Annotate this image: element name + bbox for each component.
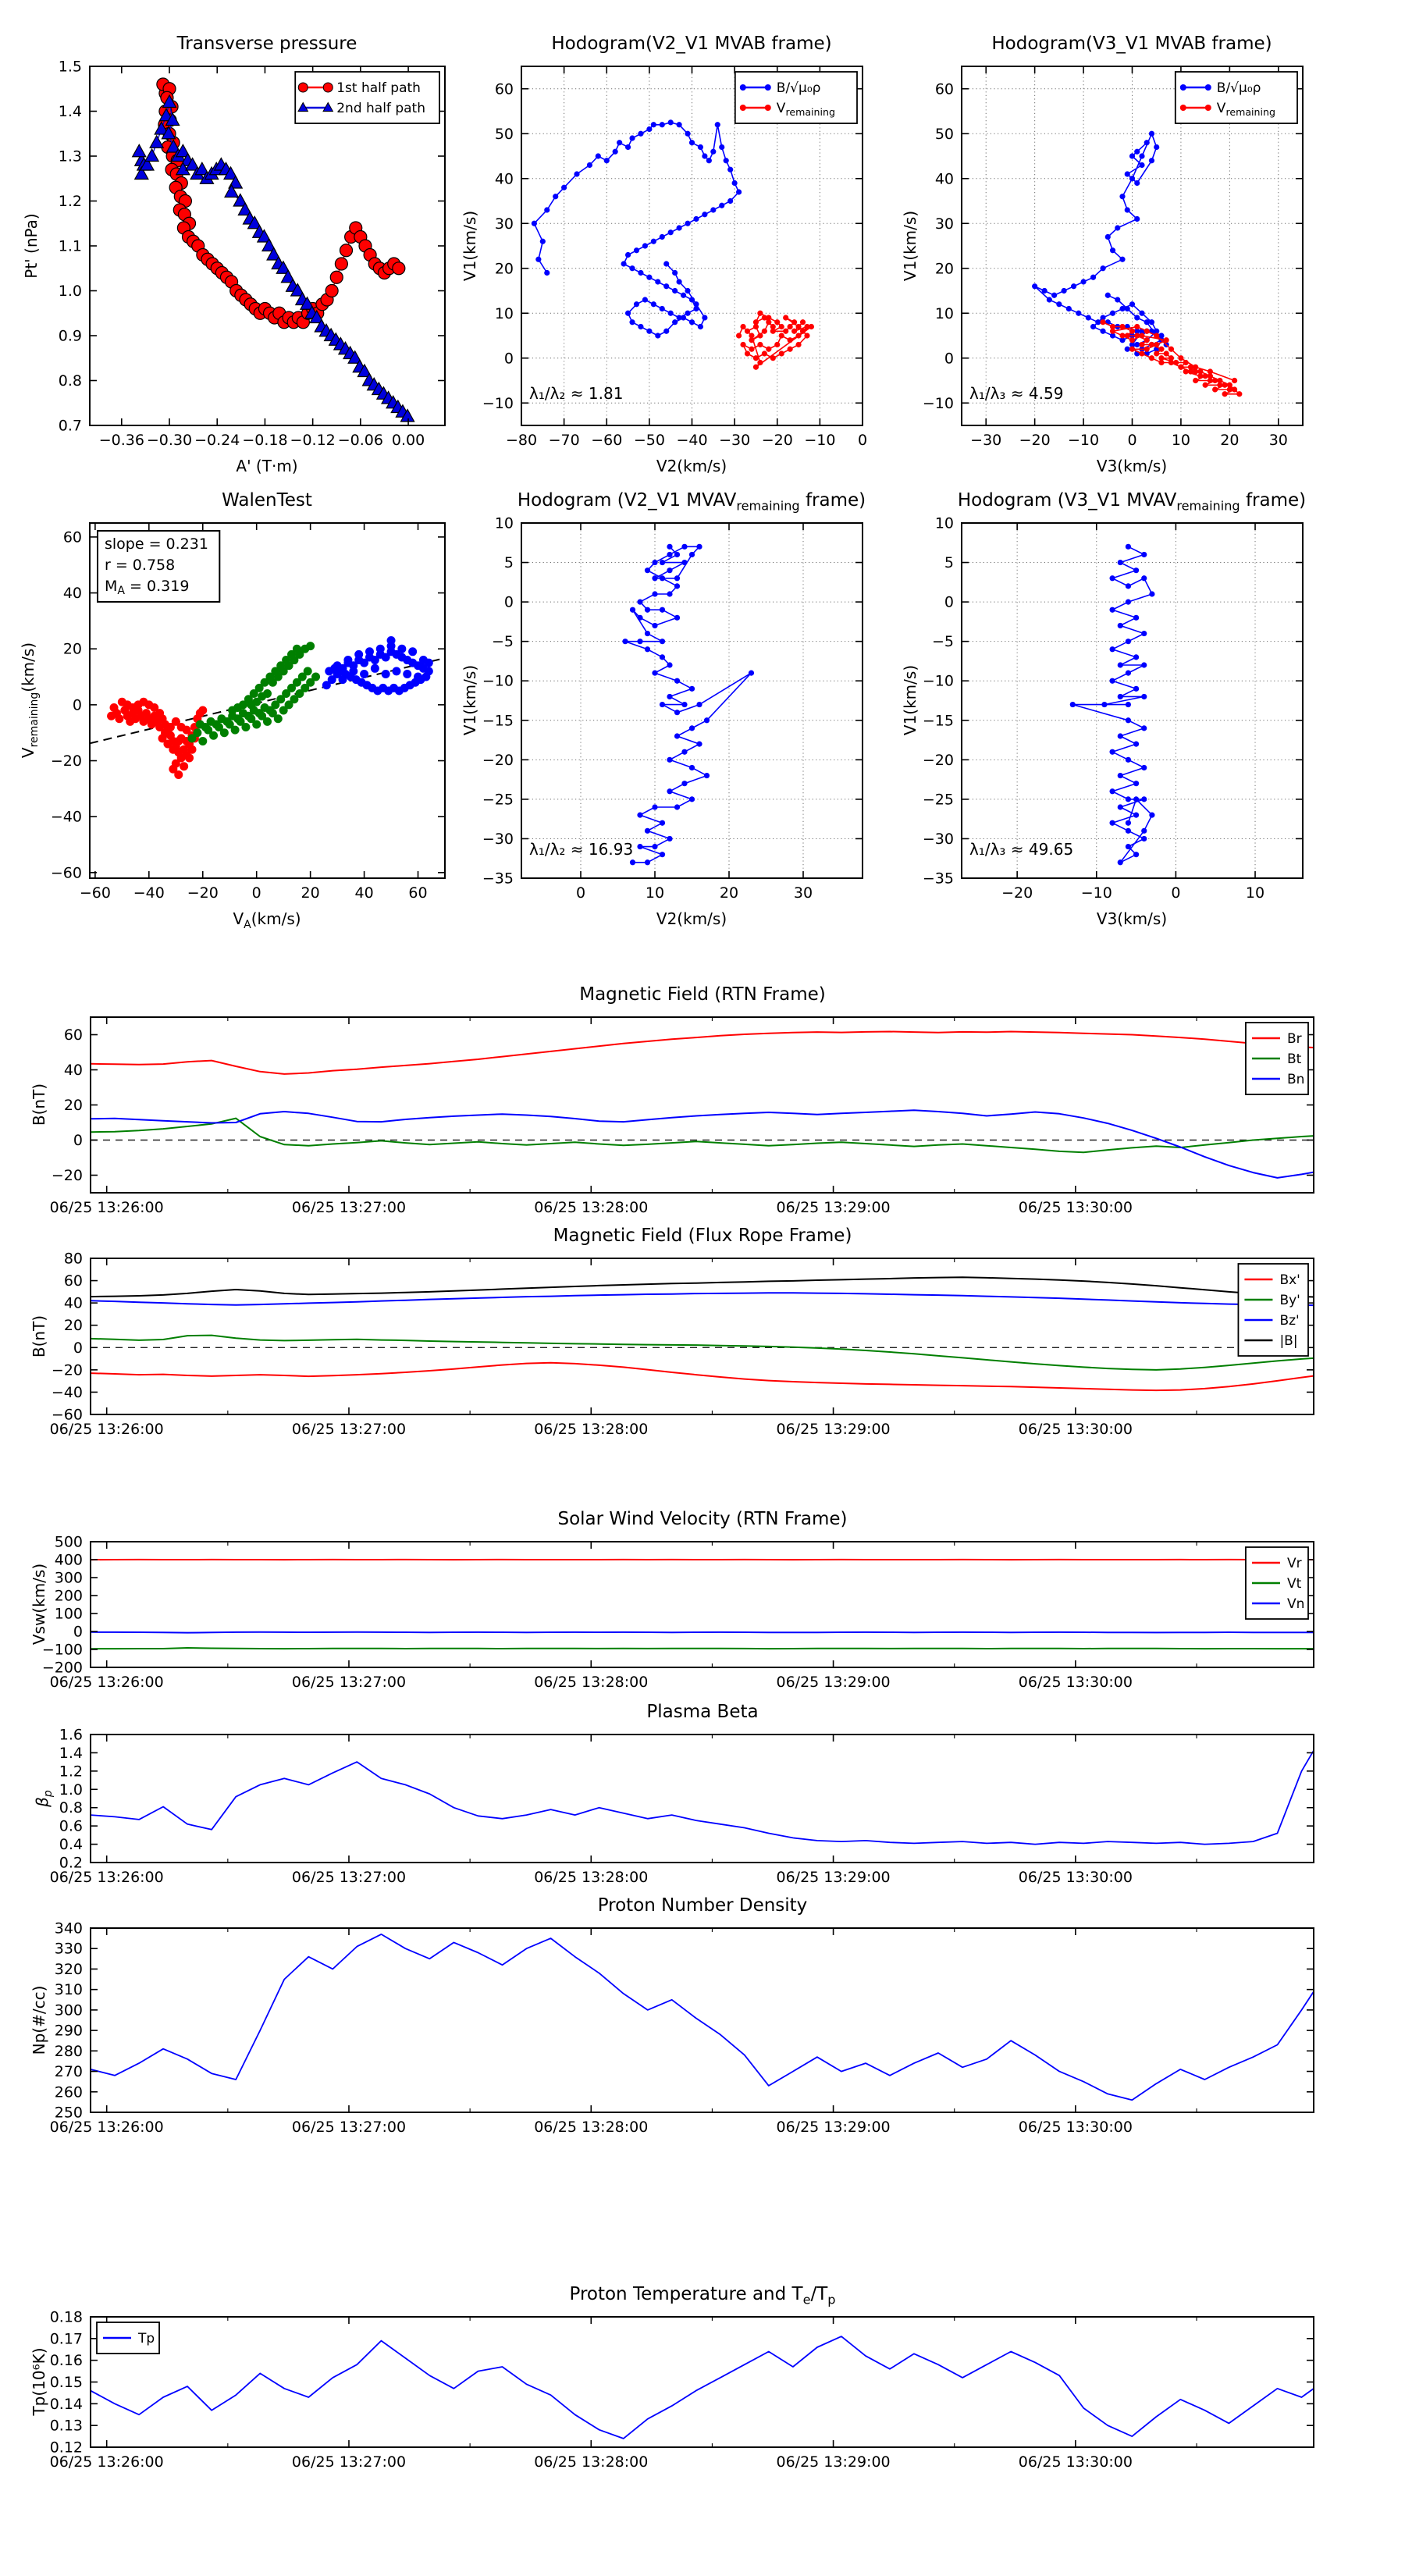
legend-label: Bx' (1279, 1272, 1300, 1288)
svg-text:270: 270 (54, 2063, 83, 2081)
svg-text:−60: −60 (591, 432, 623, 449)
svg-text:06/25 13:26:00: 06/25 13:26:00 (49, 1869, 164, 1886)
svg-text:−60: −60 (51, 1406, 83, 1424)
svg-text:06/25 13:28:00: 06/25 13:28:00 (534, 2119, 649, 2136)
svg-text:slope = 0.231: slope = 0.231 (105, 535, 208, 553)
svg-text:06/25 13:28:00: 06/25 13:28:00 (534, 2453, 649, 2471)
svg-text:06/25 13:30:00: 06/25 13:30:00 (1018, 1674, 1133, 1691)
svg-text:−20: −20 (51, 1361, 83, 1379)
axes-box (521, 523, 863, 878)
subplot-p3 (923, 66, 1303, 449)
p2-series-B-alfven (532, 119, 742, 338)
legend-label: Vn (1286, 1596, 1305, 1612)
svg-text:60: 60 (63, 1026, 83, 1044)
svg-text:60: 60 (494, 80, 514, 98)
ylabel-pt: Pt' (nPa) (22, 213, 41, 279)
svg-text:−10: −10 (482, 672, 514, 690)
svg-text:400: 400 (54, 1551, 83, 1569)
title-hodogram-v3v1-mvab: Hodogram(V3_V1 MVAB frame) (991, 34, 1272, 54)
svg-text:−20: −20 (922, 751, 954, 769)
ticks (91, 1017, 1314, 1193)
title-hodogram-v2v1-mvab: Hodogram(V2_V1 MVAB frame) (551, 34, 832, 54)
ticks (91, 1735, 1314, 1863)
axes-box (91, 1258, 1314, 1414)
p4-series-middle-third (187, 642, 320, 745)
mf-fr-series-Bx (91, 1363, 1326, 1390)
svg-text:260: 260 (54, 2083, 83, 2101)
svg-text:0.17: 0.17 (49, 2330, 83, 2348)
svg-text:06/25 13:30:00: 06/25 13:30:00 (1018, 1421, 1133, 1438)
subplot-p6 (923, 515, 1303, 902)
svg-text:−30: −30 (922, 830, 954, 848)
svg-text:1.6: 1.6 (59, 1726, 83, 1744)
svg-text:10: 10 (494, 304, 514, 322)
p4-series-last-third (322, 636, 433, 695)
svg-text:290: 290 (54, 2022, 83, 2040)
svg-text:0: 0 (1127, 432, 1137, 449)
xlabel-v2-mvab: V2(km/s) (656, 457, 727, 475)
ticks (91, 1928, 1314, 2112)
ticks (91, 1258, 1314, 1414)
svg-text:1.4: 1.4 (59, 1744, 83, 1762)
svg-text:60: 60 (408, 884, 428, 902)
svg-text:0.4: 0.4 (59, 1836, 83, 1854)
svg-text:40: 40 (62, 585, 82, 603)
xlabel-v3-mvab: V3(km/s) (1096, 457, 1168, 475)
svg-text:−10: −10 (1080, 884, 1112, 902)
subplot-p5 (482, 515, 863, 902)
svg-text:0: 0 (944, 350, 954, 368)
p3-annotation: λ₁/λ₃ ≈ 4.59 (969, 384, 1064, 403)
svg-text:1.2: 1.2 (58, 193, 82, 210)
legend-label: 2nd half path (336, 101, 425, 116)
svg-text:5: 5 (503, 554, 514, 572)
legend-label: $V_{remaining}$ (776, 101, 835, 118)
title-magnetic-field-flux-rope: Magnetic Field (Flux Rope Frame) (553, 1226, 852, 1246)
svg-text:0.00: 0.00 (391, 432, 425, 449)
vsw-series-Vt (91, 1648, 1326, 1649)
svg-text:320: 320 (54, 1960, 83, 1978)
svg-text:10: 10 (1245, 884, 1265, 902)
svg-text:−20: −20 (51, 1167, 83, 1184)
svg-text:06/25 13:28:00: 06/25 13:28:00 (534, 1674, 649, 1691)
svg-text:0: 0 (1171, 884, 1181, 902)
svg-text:10: 10 (934, 514, 954, 532)
svg-text:30: 30 (494, 215, 514, 233)
mf-fr-series-Bz (91, 1293, 1326, 1305)
svg-text:−20: −20 (1001, 884, 1033, 902)
svg-text:r = 0.758: r = 0.758 (105, 557, 176, 574)
svg-text:20: 20 (62, 640, 82, 658)
svg-text:−40: −40 (51, 1383, 83, 1401)
vsw-series-Vn (91, 1632, 1326, 1633)
svg-text:−10: −10 (1068, 432, 1100, 449)
svg-text:−40: −40 (133, 884, 165, 902)
svg-text:0: 0 (73, 1132, 83, 1149)
svg-text:40: 40 (934, 170, 954, 188)
svg-text:60: 60 (934, 80, 954, 98)
ylabel-beta: $\beta_p$ (33, 1790, 55, 1807)
xlabel-va: $V_A(km/s)$ (233, 909, 301, 931)
ylabel-tp: Tp(10⁶K) (30, 2347, 48, 2416)
subplot-p2 (482, 66, 867, 449)
beta-series-beta-p (91, 1730, 1326, 1845)
svg-text:330: 330 (54, 1940, 83, 1958)
legend-label: Bz' (1279, 1313, 1300, 1329)
p3-legend (1176, 72, 1297, 123)
tp-series-Tp (91, 2336, 1326, 2439)
svg-text:0.13: 0.13 (49, 2417, 83, 2435)
svg-text:06/25 13:30:00: 06/25 13:30:00 (1018, 2119, 1133, 2136)
svg-text:50: 50 (934, 125, 954, 143)
svg-text:06/25 13:28:00: 06/25 13:28:00 (534, 1869, 649, 1886)
svg-text:−80: −80 (505, 432, 538, 449)
svg-text:−60: −60 (79, 884, 111, 902)
svg-text:06/25 13:27:00: 06/25 13:27:00 (291, 2119, 407, 2136)
svg-text:250: 250 (54, 2104, 83, 2122)
svg-text:−200: −200 (41, 1659, 83, 1677)
svg-text:06/25 13:27:00: 06/25 13:27:00 (291, 1199, 407, 1216)
legend-label: Vt (1286, 1576, 1302, 1592)
svg-text:0.9: 0.9 (58, 327, 82, 345)
ylabel-v1-p5: V1(km/s) (461, 664, 479, 736)
svg-text:20: 20 (934, 260, 954, 278)
svg-text:10: 10 (1171, 432, 1191, 449)
svg-text:−35: −35 (922, 870, 954, 888)
ylabel-vsw: Vsw(km/s) (30, 1563, 48, 1646)
ticks (962, 523, 1303, 878)
subplot-p1 (59, 59, 445, 450)
svg-text:60: 60 (62, 528, 82, 546)
svg-text:80: 80 (63, 1250, 83, 1268)
svg-text:−35: −35 (482, 870, 514, 888)
svg-text:06/25 13:26:00: 06/25 13:26:00 (49, 2453, 164, 2471)
svg-text:−10: −10 (922, 672, 954, 690)
legend-label: |B| (1279, 1333, 1298, 1349)
svg-text:−10: −10 (804, 432, 836, 449)
legend-label: Bn (1286, 1072, 1305, 1087)
svg-text:−30: −30 (719, 432, 751, 449)
legend-label: B/√μ₀ρ (776, 80, 821, 96)
ylabel-v1-p3: V1(km/s) (901, 210, 919, 282)
svg-text:500: 500 (54, 1533, 83, 1551)
mf-rtn-legend (1246, 1023, 1308, 1094)
svg-text:−30: −30 (482, 830, 514, 848)
mf-fr-legend (1238, 1264, 1308, 1356)
svg-text:1.0: 1.0 (59, 1781, 83, 1799)
svg-text:06/25 13:28:00: 06/25 13:28:00 (534, 1421, 649, 1438)
svg-text:06/25 13:29:00: 06/25 13:29:00 (776, 2453, 891, 2471)
svg-text:−0.24: −0.24 (194, 432, 240, 449)
subplot-vsw (42, 1534, 1326, 1692)
svg-text:20: 20 (1220, 432, 1240, 449)
legend-label: Bt (1286, 1051, 1302, 1067)
svg-text:−20: −20 (761, 432, 793, 449)
p2-legend (735, 72, 857, 123)
grid (962, 523, 1303, 878)
svg-text:06/25 13:30:00: 06/25 13:30:00 (1018, 2453, 1133, 2471)
svg-text:−0.30: −0.30 (146, 432, 193, 449)
svg-text:06/25 13:30:00: 06/25 13:30:00 (1018, 1199, 1133, 1216)
svg-text:06/25 13:27:00: 06/25 13:27:00 (291, 2453, 407, 2471)
svg-text:06/25 13:29:00: 06/25 13:29:00 (776, 1674, 891, 1691)
ylabel-np: Np(#/cc) (30, 1985, 48, 2055)
legend-label: 1st half path (336, 80, 421, 96)
mf-fr-series-Bmag (91, 1277, 1326, 1297)
subplot-beta (50, 1727, 1326, 1887)
svg-text:−20: −20 (1019, 432, 1051, 449)
svg-text:−10: −10 (922, 394, 954, 412)
p5-series-V-remaining (622, 544, 754, 866)
legend-label: Tp (138, 2331, 155, 2347)
np-series-Np (91, 1934, 1326, 2100)
subplot-tp (50, 2309, 1326, 2471)
xlabel-v3-mvav: V3(km/s) (1096, 909, 1168, 928)
svg-text:1.1: 1.1 (58, 237, 82, 255)
svg-text:0: 0 (575, 884, 586, 902)
svg-text:0.8: 0.8 (58, 372, 82, 390)
axes-box (91, 1735, 1314, 1863)
svg-text:310: 310 (54, 1981, 83, 1999)
svg-text:06/25 13:29:00: 06/25 13:29:00 (776, 1199, 891, 1216)
svg-text:06/25 13:29:00: 06/25 13:29:00 (776, 2119, 891, 2136)
svg-text:40: 40 (63, 1294, 83, 1312)
legend-label: Vr (1286, 1556, 1302, 1571)
svg-text:40: 40 (494, 170, 514, 188)
svg-text:1.4: 1.4 (58, 103, 82, 120)
svg-text:−20: −20 (50, 753, 82, 770)
svg-text:0: 0 (503, 350, 514, 368)
svg-text:0: 0 (503, 593, 514, 611)
svg-text:06/25 13:29:00: 06/25 13:29:00 (776, 1869, 891, 1886)
svg-text:0: 0 (72, 696, 82, 714)
ylabel-v1-p6: V1(km/s) (901, 664, 919, 736)
mf-fr-series-By (91, 1336, 1326, 1370)
p6-series-V-remaining (1070, 544, 1155, 866)
title-solar-wind-velocity: Solar Wind Velocity (RTN Frame) (557, 1509, 848, 1529)
svg-text:−0.36: −0.36 (98, 432, 144, 449)
svg-text:−10: −10 (482, 394, 514, 412)
svg-text:−5: −5 (931, 633, 954, 651)
svg-text:300: 300 (54, 2001, 83, 2019)
xlabel-a-prime: A' (T·m) (236, 457, 298, 475)
svg-text:10: 10 (645, 884, 665, 902)
svg-text:06/25 13:26:00: 06/25 13:26:00 (49, 1421, 164, 1438)
svg-text:−70: −70 (548, 432, 580, 449)
title-transverse-pressure: Transverse pressure (176, 34, 357, 54)
svg-text:10: 10 (494, 514, 514, 532)
svg-text:0.16: 0.16 (49, 2352, 83, 2370)
svg-text:300: 300 (54, 1569, 83, 1587)
svg-text:0.12: 0.12 (49, 2439, 83, 2457)
svg-text:06/25 13:26:00: 06/25 13:26:00 (49, 1674, 164, 1691)
svg-text:−0.06: −0.06 (337, 432, 383, 449)
svg-text:30: 30 (934, 215, 954, 233)
svg-text:20: 20 (719, 884, 739, 902)
svg-text:40: 40 (354, 884, 374, 902)
title-proton-number-density: Proton Number Density (597, 1895, 808, 1916)
p2-series-V-remaining (736, 311, 814, 370)
svg-text:0.6: 0.6 (59, 1817, 83, 1835)
ticks (521, 523, 863, 878)
svg-text:−25: −25 (482, 791, 514, 809)
tick-labels (50, 1920, 1133, 2137)
svg-text:0.15: 0.15 (49, 2374, 83, 2391)
ylabel-vremaining: $V_{remaining}(km/s)$ (19, 642, 41, 759)
svg-text:20: 20 (301, 884, 320, 902)
svg-text:06/25 13:29:00: 06/25 13:29:00 (776, 1421, 891, 1438)
svg-text:30: 30 (793, 884, 813, 902)
svg-text:06/25 13:27:00: 06/25 13:27:00 (291, 1869, 407, 1886)
svg-text:06/25 13:30:00: 06/25 13:30:00 (1018, 1869, 1133, 1886)
p1-legend (295, 72, 439, 123)
svg-text:0: 0 (944, 593, 954, 611)
axes-box (91, 1928, 1314, 2112)
svg-text:1.0: 1.0 (58, 283, 82, 300)
svg-text:10: 10 (934, 304, 954, 322)
legend-label: $V_{remaining}$ (1216, 101, 1275, 118)
svg-text:−20: −20 (187, 884, 219, 902)
svg-text:0: 0 (73, 1339, 83, 1357)
svg-text:06/25 13:27:00: 06/25 13:27:00 (291, 1421, 407, 1438)
svg-text:06/25 13:26:00: 06/25 13:26:00 (49, 1199, 164, 1216)
svg-text:−40: −40 (50, 808, 82, 826)
svg-text:0.2: 0.2 (59, 1854, 83, 1872)
svg-text:0: 0 (857, 432, 868, 449)
legend-label: Br (1286, 1031, 1302, 1047)
svg-text:200: 200 (54, 1587, 83, 1605)
svg-text:0.8: 0.8 (59, 1799, 83, 1817)
axes-box (962, 523, 1303, 878)
svg-text:06/25 13:28:00: 06/25 13:28:00 (534, 1199, 649, 1216)
xlabel-v2-mvav: V2(km/s) (656, 909, 727, 928)
ylabel-b-rtn: B(nT) (30, 1083, 48, 1126)
subplot-mf-rtn (50, 1017, 1326, 1216)
svg-text:−15: −15 (922, 712, 954, 730)
title-hodogram-v3v1-mvav: Hodogram (V3_V1 $MVAV_{remaining}$ frame) (957, 490, 1307, 514)
svg-text:0: 0 (73, 1623, 83, 1641)
p2-annotation: λ₁/λ₂ ≈ 1.81 (529, 384, 624, 403)
ylabel-b-fr: B(nT) (30, 1315, 48, 1358)
svg-text:−25: −25 (922, 791, 954, 809)
svg-text:−50: −50 (633, 432, 665, 449)
title-hodogram-v2v1-mvav: Hodogram (V2_V1 $MVAV_{remaining}$ frame) (517, 490, 866, 514)
svg-text:30: 30 (1268, 432, 1288, 449)
mf-rtn-series-Bt (91, 1119, 1326, 1153)
svg-text:40: 40 (63, 1062, 83, 1079)
subplot-p4 (51, 523, 445, 902)
mf-rtn-series-Br (91, 1032, 1326, 1074)
svg-text:1.5: 1.5 (58, 58, 82, 76)
svg-text:20: 20 (63, 1317, 83, 1335)
svg-text:−40: −40 (676, 432, 708, 449)
svg-text:−20: −20 (482, 751, 514, 769)
legend-label: By' (1279, 1293, 1300, 1308)
p4-stats-box (98, 531, 219, 602)
title-magnetic-field-rtn: Magnetic Field (RTN Frame) (579, 984, 826, 1005)
svg-text:−15: −15 (482, 712, 514, 730)
svg-text:−60: −60 (50, 864, 82, 882)
p6-annotation: λ₁/λ₃ ≈ 49.65 (969, 840, 1074, 859)
svg-text:1.2: 1.2 (59, 1763, 83, 1781)
legend-label: B/√μ₀ρ (1216, 80, 1261, 96)
title-walen-test: WalenTest (222, 490, 312, 511)
svg-text:06/25 13:26:00: 06/25 13:26:00 (49, 2119, 164, 2136)
axes-box (91, 1017, 1314, 1193)
p5-annotation: λ₁/λ₂ ≈ 16.93 (529, 840, 634, 859)
svg-text:0: 0 (251, 884, 261, 902)
svg-text:0.14: 0.14 (49, 2395, 83, 2413)
grid (521, 523, 863, 878)
subplot-mf-fr (50, 1251, 1326, 1439)
svg-text:06/25 13:27:00: 06/25 13:27:00 (291, 1674, 407, 1691)
tp-legend (97, 2322, 159, 2354)
svg-text:−30: −30 (970, 432, 1002, 449)
svg-text:MA​ = 0.319: $M_A = 0.319$ (105, 578, 190, 597)
svg-text:340: 340 (54, 1920, 83, 1937)
ylabel-v1-p2: V1(km/s) (461, 210, 479, 282)
svg-text:20: 20 (494, 260, 514, 278)
mf-rtn-series-Bn (91, 1110, 1326, 1178)
svg-text:0.18: 0.18 (49, 2308, 83, 2326)
subplot-np (50, 1920, 1326, 2137)
title-proton-temperature: Proton Temperature and $T_e/T_p$ (569, 2284, 836, 2307)
svg-text:5: 5 (944, 554, 954, 572)
svg-text:−0.12: −0.12 (290, 432, 336, 449)
svg-text:20: 20 (63, 1097, 83, 1114)
title-plasma-beta: Plasma Beta (646, 1702, 759, 1722)
vsw-legend (1246, 1547, 1308, 1619)
svg-text:−5: −5 (491, 633, 514, 651)
svg-text:1.3: 1.3 (58, 148, 82, 165)
svg-text:−100: −100 (41, 1641, 83, 1659)
svg-text:280: 280 (54, 2042, 83, 2060)
svg-text:50: 50 (494, 125, 514, 143)
svg-text:60: 60 (63, 1272, 83, 1290)
svg-text:100: 100 (54, 1605, 83, 1623)
svg-text:−0.18: −0.18 (242, 432, 288, 449)
svg-text:0.7: 0.7 (58, 417, 82, 435)
